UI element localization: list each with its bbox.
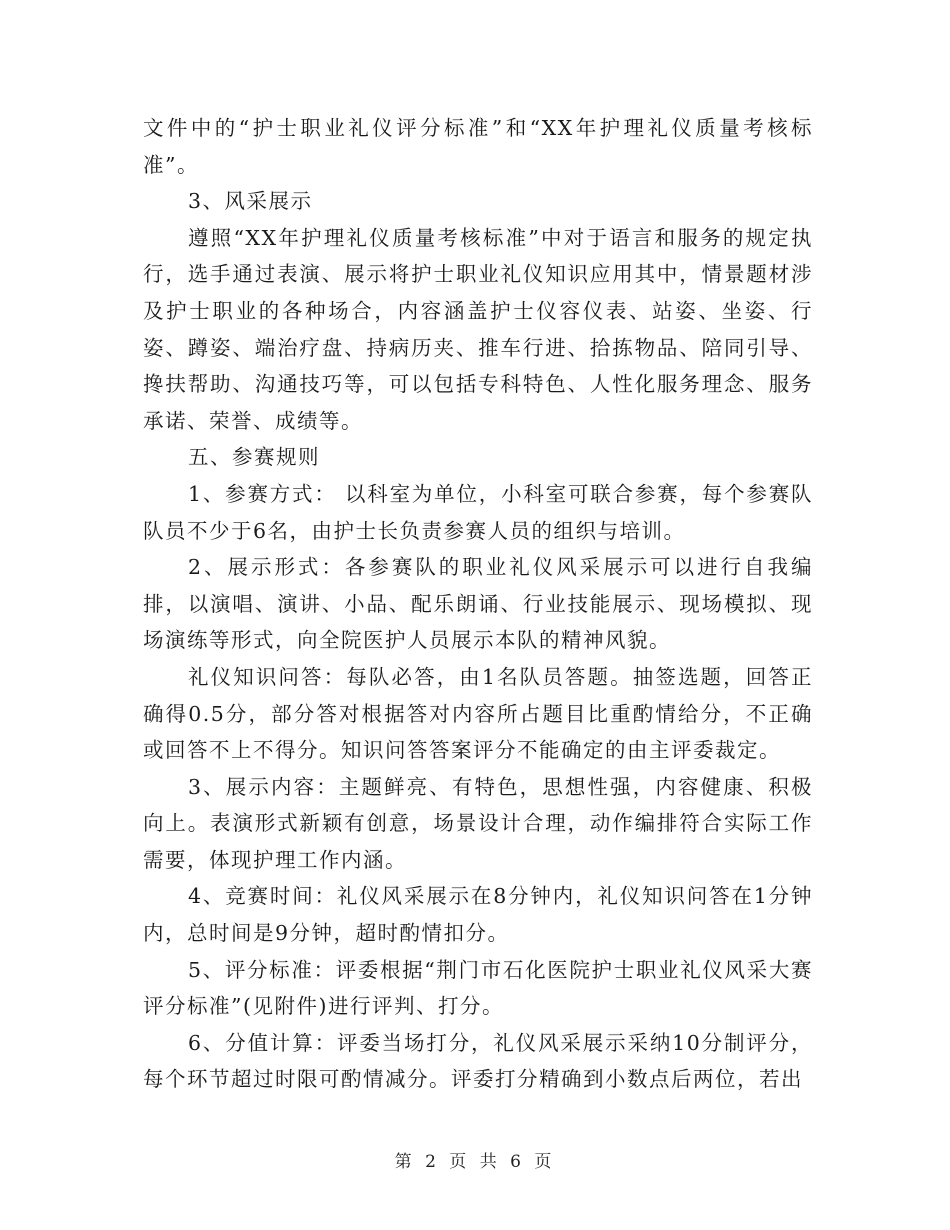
page-number-footer: 第 2 页 共 6 页 [394, 1152, 556, 1172]
section-heading: 3、风采展示 [188, 189, 313, 214]
document-body [143, 110, 813, 1098]
paragraph: 遵照“XX年护理礼仪质量考核标准”中对于语言和服务的规定执行，选手通过表演、展示将护士职业礼仪知识应用其中，情景题材涉及护士职业的各种场合，内容涵盖护士仪容仪表、站姿、坐姿、行姿、蹲姿、端治疗盘、持病历夹、推车行进、拾拣物品、陪同引导、搀扶帮助、沟通技巧等，可以包括专科特色、人性化服务理念、服务承诺、荣誉、成绩等。 [143, 225, 813, 433]
paragraph: 1、参赛方式： 以科室为单位，小科室可联合参赛，每个参赛队队员不少于6名，由护士长负责参赛人员的组织与培训。 [143, 481, 813, 543]
section-heading: 五、参赛规则 [188, 445, 320, 470]
paragraph: 文件中的“护士职业礼仪评分标准”和“XX年护理礼仪质量考核标准”。 [143, 116, 813, 177]
paragraph: 4、竞赛时间：礼仪风采展示在8分钟内，礼仪知识问答在1分钟内，总时间是9分钟，超时酌情扣分。 [143, 884, 813, 946]
paragraph: 2、展示形式：各参赛队的职业礼仪风采展示可以进行自我编排，以演唱、演讲、小品、配乐朗诵、行业技能展示、现场模拟、现场演练等形式，向全院医护人员展示本队的精神风貌。 [143, 555, 813, 653]
paragraph: 3、展示内容：主题鲜亮、有特色，思想性强，内容健康、积极向上。表演形式新颖有创意，场景设计合理，动作编排符合实际工作需要，体现护理工作内涵。 [143, 774, 813, 872]
paragraph: 礼仪知识问答：每队必答，由1名队员答题。抽签选题，回答正确得0.5分，部分答对根据答对内容所占题目比重酌情给分，不正确或回答不上不得分。知识问答答案评分不能确定的由主评委裁定。 [143, 664, 813, 763]
paragraph: 6、分值计算：评委当场打分，礼仪风采展示采纳10分制评分，每个环节超过时限可酌情减分。评委打分精确到小数点后两位，若出 [143, 1030, 813, 1092]
paragraph: 5、评分标准：评委根据“荆门市石化医院护士职业礼仪风采大赛评分标准”(见附件)进行评判、打分。 [143, 957, 813, 1019]
